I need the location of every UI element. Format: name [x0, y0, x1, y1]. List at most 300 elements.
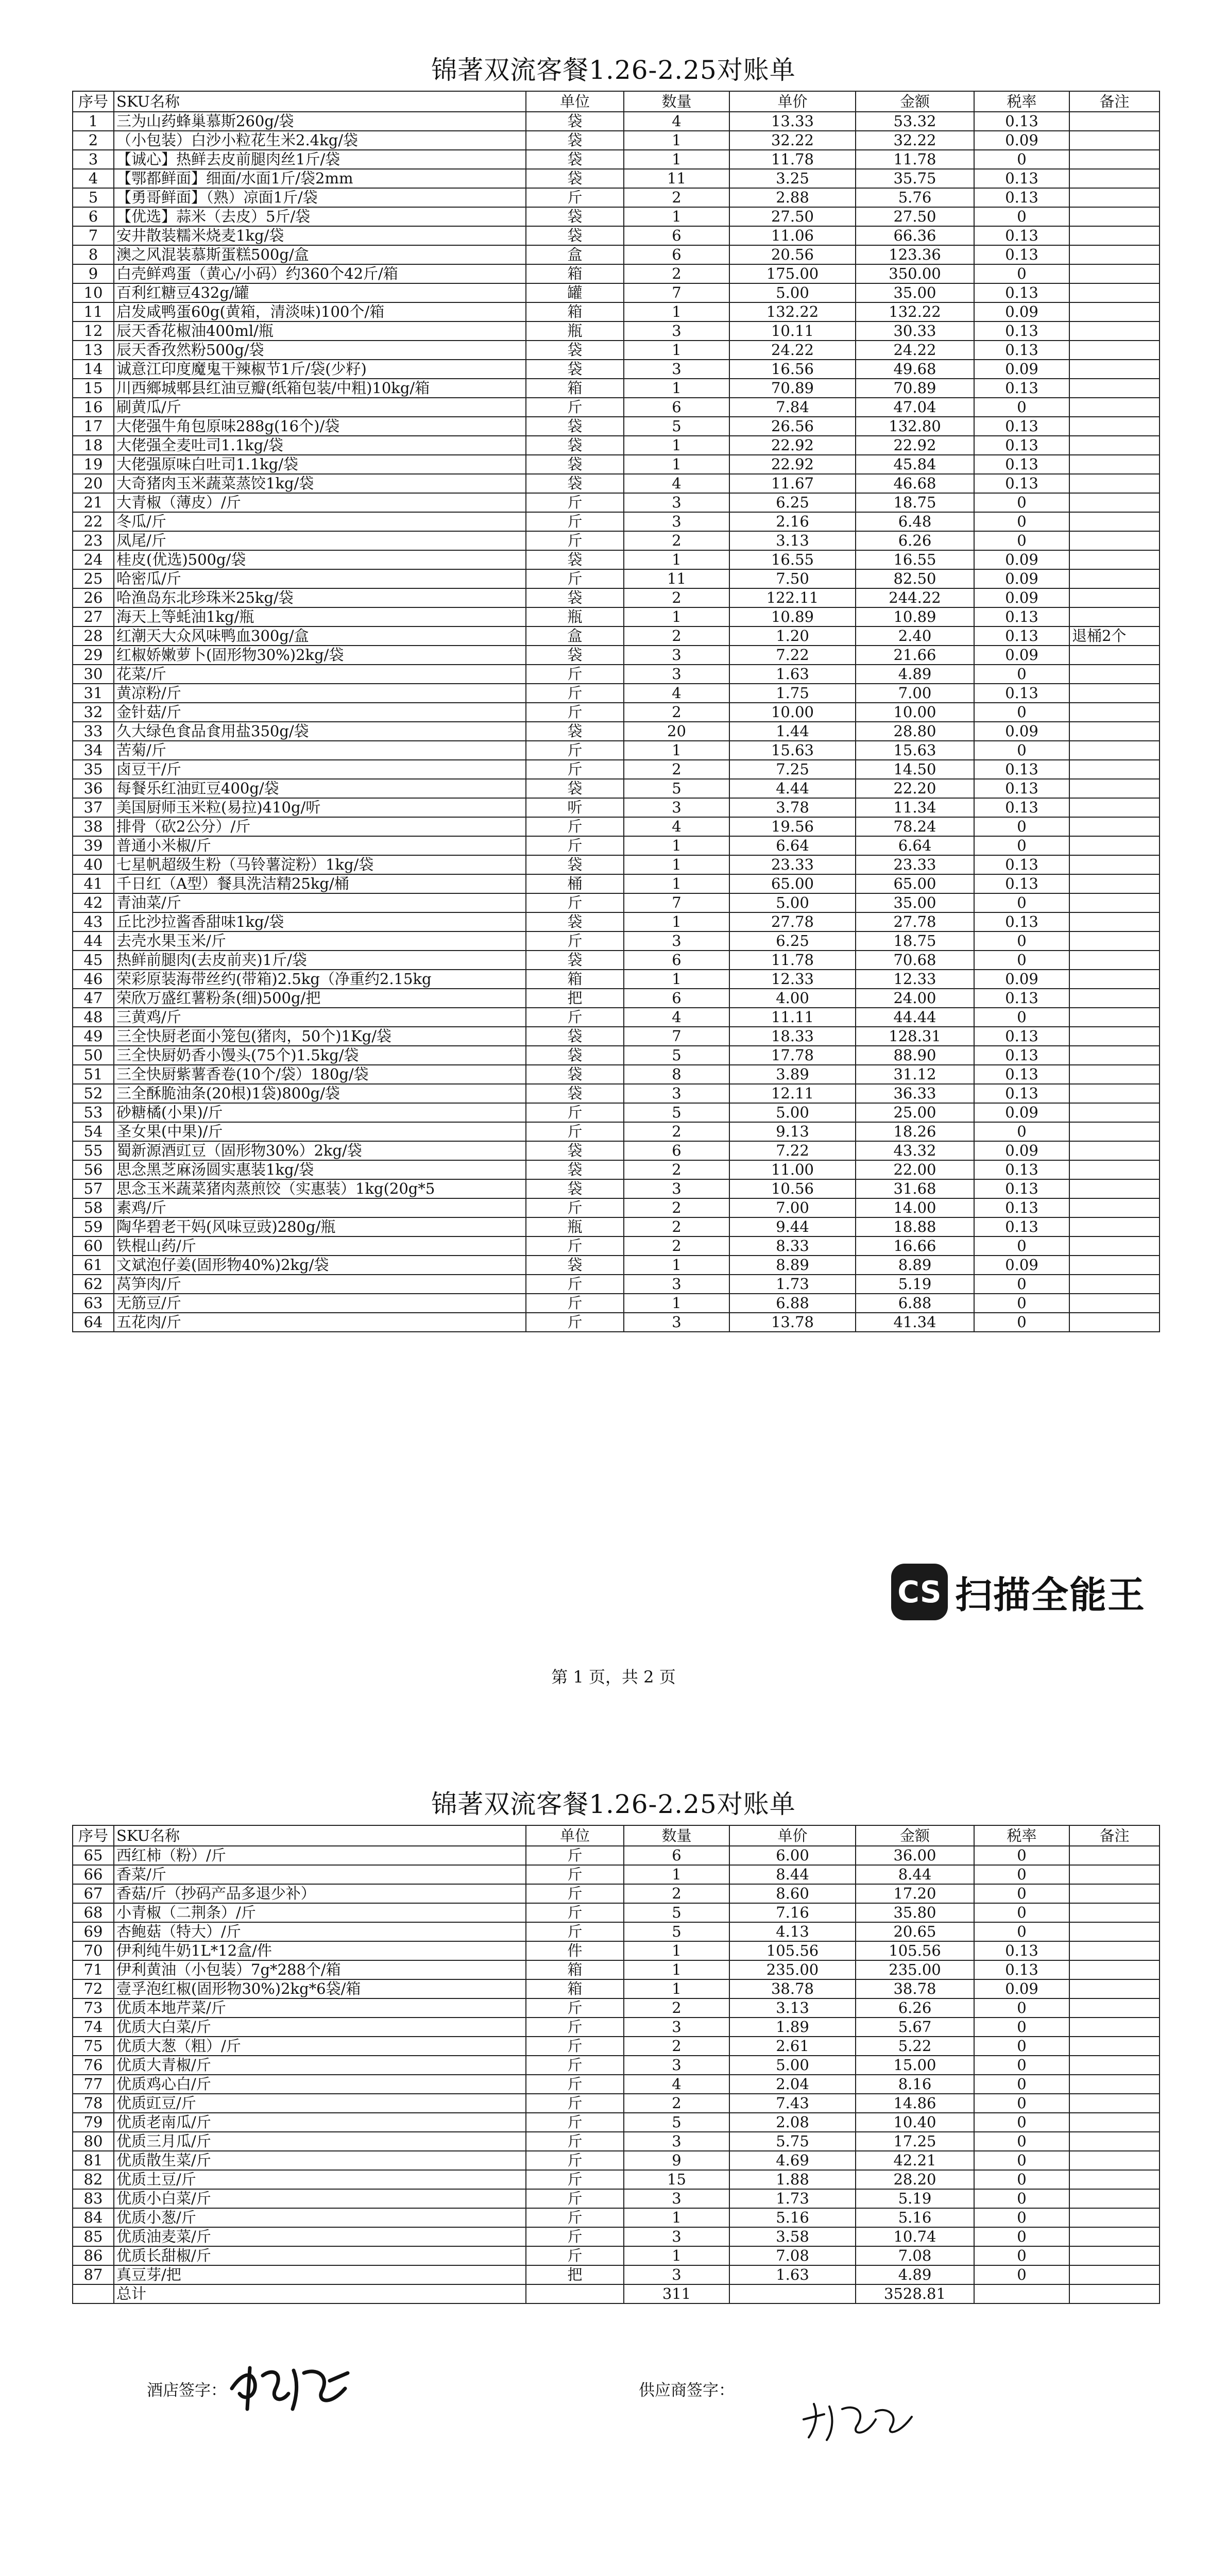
table-row — [73, 2056, 1160, 2075]
table-cell: 11.78 — [729, 150, 856, 169]
table-row — [73, 550, 1160, 569]
table-cell — [1069, 893, 1160, 912]
table-cell: 2.40 — [856, 626, 974, 646]
table-cell — [1069, 569, 1160, 588]
table-cell: 0.13 — [974, 874, 1069, 893]
table-cell: 1 — [624, 741, 729, 760]
table-cell — [1069, 817, 1160, 836]
table-cell: 20 — [624, 722, 729, 741]
table-row — [73, 1256, 1160, 1275]
table-cell: 斤 — [526, 665, 624, 684]
table-cell — [1069, 417, 1160, 436]
table-cell: 素鸡/斤 — [114, 1198, 526, 1217]
table-cell: 2.04 — [729, 2075, 856, 2094]
table-cell: 5 — [624, 779, 729, 798]
table-cell: 盒 — [526, 626, 624, 646]
table-cell: 优质大葱（粗）/斤 — [114, 2037, 526, 2056]
table-cell: 1 — [624, 341, 729, 360]
table-cell: 斤 — [526, 1865, 624, 1884]
table-cell: 斤 — [526, 1275, 624, 1294]
table-cell: 73 — [73, 1998, 114, 2018]
table-header-row — [73, 91, 1160, 112]
table-cell: 袋 — [526, 1256, 624, 1275]
table-cell: 51 — [73, 1065, 114, 1084]
table-row — [73, 1313, 1160, 1332]
table-cell: 43.32 — [856, 1141, 974, 1160]
table-row — [73, 131, 1160, 150]
column-header: 金额 — [856, 91, 974, 112]
table-cell: 袋 — [526, 550, 624, 569]
table-cell: 3.89 — [729, 1065, 856, 1084]
table-cell: 斤 — [526, 1903, 624, 1922]
table-cell: 袋 — [526, 169, 624, 188]
table-cell: 7.00 — [856, 684, 974, 703]
table-cell: 47 — [73, 989, 114, 1008]
table-cell: 11.00 — [729, 1160, 856, 1179]
table-cell: 1.63 — [729, 2265, 856, 2284]
table-cell: 27.50 — [856, 207, 974, 226]
table-cell: 香菇/斤（抄码产品多退少补） — [114, 1884, 526, 1903]
table-cell: 10.40 — [856, 2113, 974, 2132]
table-row — [73, 1884, 1160, 1903]
table-row — [73, 722, 1160, 741]
table-cell: 三全酥脆油条(20根)1袋)800g/袋 — [114, 1084, 526, 1103]
table-cell: 2 — [624, 760, 729, 779]
table-cell — [1069, 703, 1160, 722]
table-cell: 0.13 — [974, 1217, 1069, 1236]
table-cell: 81 — [73, 2151, 114, 2170]
table-cell: 0 — [974, 1903, 1069, 1922]
table-cell: 0 — [974, 207, 1069, 226]
table-row — [73, 417, 1160, 436]
table-row — [73, 150, 1160, 169]
table-cell: 3 — [624, 665, 729, 684]
table-cell: 袋 — [526, 1065, 624, 1084]
table-cell: 132.80 — [856, 417, 974, 436]
table-cell: 1 — [624, 1979, 729, 1998]
table-cell: 大佬强牛角包原味288g(16个)/袋 — [114, 417, 526, 436]
table-cell: 3.25 — [729, 169, 856, 188]
table-cell: 38.78 — [856, 1979, 974, 1998]
table-cell: 优质小葱/斤 — [114, 2208, 526, 2227]
table-cell: 11.34 — [856, 798, 974, 817]
table-cell — [1069, 436, 1160, 455]
table-cell — [1069, 1884, 1160, 1903]
table-cell: 2 — [624, 588, 729, 607]
table-row — [73, 2246, 1160, 2265]
table-cell: 17.25 — [856, 2132, 974, 2151]
table-cell: 10.00 — [729, 703, 856, 722]
table-cell: 9 — [624, 2151, 729, 2170]
table-row — [73, 2132, 1160, 2151]
table-cell: 文斌泡仔姜(固形物40%)2kg/袋 — [114, 1256, 526, 1275]
table-cell: 大佬强全麦吐司1.1kg/袋 — [114, 436, 526, 455]
table-cell: 10.00 — [856, 703, 974, 722]
table-cell: 0 — [974, 893, 1069, 912]
table-row — [73, 779, 1160, 798]
table-cell: 斤 — [526, 703, 624, 722]
table-cell: 1 — [624, 874, 729, 893]
table-cell: 久大绿色食品食用盐350g/袋 — [114, 722, 526, 741]
table-cell: 11.78 — [856, 150, 974, 169]
table-cell: 22.20 — [856, 779, 974, 798]
table-cell: 40 — [73, 855, 114, 874]
table-cell: 14.50 — [856, 760, 974, 779]
table-cell: 11 — [73, 302, 114, 321]
table-cell: 0 — [974, 1846, 1069, 1865]
table-cell: 5.00 — [729, 2056, 856, 2075]
table-cell: 斤 — [526, 493, 624, 512]
column-header: 单位 — [526, 91, 624, 112]
table-cell: 2 — [624, 2037, 729, 2056]
table-cell — [1069, 1103, 1160, 1122]
table-cell: 105.56 — [856, 1941, 974, 1960]
total-cell: 总计 — [114, 2284, 526, 2303]
table-cell — [1069, 2075, 1160, 2094]
table-cell: 26.56 — [729, 417, 856, 436]
table-row — [73, 951, 1160, 970]
table-cell — [1069, 2170, 1160, 2189]
table-cell: 听 — [526, 798, 624, 817]
table-cell: 伊利黄油（小包装）7g*288个/箱 — [114, 1960, 526, 1979]
table-cell: 25.00 — [856, 1103, 974, 1122]
table-cell: 8.89 — [856, 1256, 974, 1275]
table-cell: 0 — [974, 2227, 1069, 2246]
table-cell — [1069, 455, 1160, 474]
table-cell: 0.13 — [974, 1027, 1069, 1046]
supplier-signature — [798, 2388, 917, 2445]
table-cell — [1069, 341, 1160, 360]
table-cell: 斤 — [526, 1008, 624, 1027]
table-cell: 3 — [73, 150, 114, 169]
table-cell: 斤 — [526, 2056, 624, 2075]
table-cell: 9.13 — [729, 1122, 856, 1141]
table-row — [73, 1903, 1160, 1922]
table-cell: 235.00 — [856, 1960, 974, 1979]
column-header: 单价 — [729, 1825, 856, 1846]
table-cell: 76 — [73, 2056, 114, 2075]
table-cell: 39 — [73, 836, 114, 855]
table-cell: 辰天香花椒油400ml/瓶 — [114, 321, 526, 341]
table-cell: 132.22 — [856, 302, 974, 321]
table-cell: 22.00 — [856, 1160, 974, 1179]
table-cell: 【诚心】热鲜去皮前腿肉丝1斤/袋 — [114, 150, 526, 169]
table-cell: 1 — [624, 855, 729, 874]
table-cell: 6 — [624, 1141, 729, 1160]
table-cell — [1069, 1179, 1160, 1198]
table-cell: 24 — [73, 550, 114, 569]
table-cell: 2 — [624, 1198, 729, 1217]
table-cell: 17 — [73, 417, 114, 436]
table-cell: 10.89 — [729, 607, 856, 626]
table-cell: 斤 — [526, 931, 624, 951]
table-cell: 72 — [73, 1979, 114, 1998]
table-cell: 70 — [73, 1941, 114, 1960]
table-cell — [1069, 531, 1160, 550]
table-cell — [1069, 951, 1160, 970]
table-cell: 美国厨师玉米粒(易拉)410g/听 — [114, 798, 526, 817]
table-cell: 12.11 — [729, 1084, 856, 1103]
table-row — [73, 436, 1160, 455]
table-cell: 9 — [73, 264, 114, 283]
table-cell: 4.13 — [729, 1922, 856, 1941]
table-cell: 热鲜前腿肉(去皮前夹)1斤/袋 — [114, 951, 526, 970]
table-cell — [1069, 684, 1160, 703]
table-cell: 哈渔岛东北珍珠米25kg/袋 — [114, 588, 526, 607]
table-cell: 6 — [624, 951, 729, 970]
table-cell: 斤 — [526, 1313, 624, 1332]
table-cell: 0 — [974, 931, 1069, 951]
table-cell: 袋 — [526, 1179, 624, 1198]
table-cell: 53.32 — [856, 112, 974, 131]
table-cell — [1069, 1084, 1160, 1103]
table-cell: 斤 — [526, 1846, 624, 1865]
table-cell: 0.09 — [974, 1979, 1069, 1998]
table-cell: 0 — [974, 2132, 1069, 2151]
table-cell: 16.56 — [729, 360, 856, 379]
table-cell: 0 — [974, 836, 1069, 855]
table-cell: 斤 — [526, 684, 624, 703]
table-cell — [1069, 2037, 1160, 2056]
table-cell: 6.64 — [856, 836, 974, 855]
table-cell — [1069, 1846, 1160, 1865]
table-cell: 56 — [73, 1160, 114, 1179]
table-cell: 50 — [73, 1046, 114, 1065]
table-row — [73, 360, 1160, 379]
table-cell: 0.13 — [974, 283, 1069, 302]
total-row — [73, 2284, 1160, 2303]
table-row — [73, 760, 1160, 779]
table-cell: 11 — [624, 169, 729, 188]
table-cell: 54 — [73, 1122, 114, 1141]
table-cell: 袋 — [526, 588, 624, 607]
table-cell: 15.63 — [856, 741, 974, 760]
table-cell: 斤 — [526, 1922, 624, 1941]
table-cell: 18.33 — [729, 1027, 856, 1046]
table-cell: 瓶 — [526, 321, 624, 341]
column-header: SKU名称 — [114, 1825, 526, 1846]
table-cell — [1069, 2265, 1160, 2284]
table-row — [73, 741, 1160, 760]
table-cell: 袋 — [526, 226, 624, 245]
table-cell: 2.88 — [729, 188, 856, 207]
table-cell: 8.44 — [856, 1865, 974, 1884]
table-cell: 红椒娇嫩萝卜(固形物30%)2kg/袋 — [114, 646, 526, 665]
table-cell: 11.67 — [729, 474, 856, 493]
table-row — [73, 1960, 1160, 1979]
table-cell: 安井散装糯米烧麦1kg/袋 — [114, 226, 526, 245]
table-cell: 1 — [624, 436, 729, 455]
table-cell: 84 — [73, 2208, 114, 2227]
table-cell: 3 — [624, 1084, 729, 1103]
table-cell: 大青椒（薄皮）/斤 — [114, 493, 526, 512]
table-cell — [1069, 588, 1160, 607]
table-cell: 袋 — [526, 1027, 624, 1046]
table-cell: 澳之风混装慕斯蛋糕500g/盒 — [114, 245, 526, 264]
table-cell: 0 — [974, 2208, 1069, 2227]
table-cell: 把 — [526, 2265, 624, 2284]
table-cell: 10.56 — [729, 1179, 856, 1198]
table-cell: 箱 — [526, 970, 624, 989]
table-cell: 斤 — [526, 398, 624, 417]
table-cell: 27.50 — [729, 207, 856, 226]
table-cell: 41 — [73, 874, 114, 893]
table-cell: 1.88 — [729, 2170, 856, 2189]
table-cell: 1.73 — [729, 2189, 856, 2208]
table-cell: 64 — [73, 1313, 114, 1332]
table-cell: 优质三月瓜/斤 — [114, 2132, 526, 2151]
table-cell: 0 — [974, 1122, 1069, 1141]
table-cell: 0.13 — [974, 474, 1069, 493]
table-cell: 斤 — [526, 836, 624, 855]
table-cell: 0.13 — [974, 1046, 1069, 1065]
table-cell: 哈密瓜/斤 — [114, 569, 526, 588]
table-cell: 6 — [624, 1846, 729, 1865]
table-cell: （小包装）白沙小粒花生米2.4kg/袋 — [114, 131, 526, 150]
table-row — [73, 531, 1160, 550]
table-row — [73, 2094, 1160, 2113]
table-cell: 冬瓜/斤 — [114, 512, 526, 531]
table-cell: 2 — [624, 2094, 729, 2113]
table-cell: 3 — [624, 321, 729, 341]
table-cell: 67 — [73, 1884, 114, 1903]
table-cell: 1 — [73, 112, 114, 131]
table-cell: 川西鄉城郫县红油豆瓣(纸箱包装/中粗)10kg/箱 — [114, 379, 526, 398]
table-row — [73, 989, 1160, 1008]
table-cell — [1069, 1313, 1160, 1332]
table-cell: 7 — [624, 893, 729, 912]
table-cell: 3 — [624, 2018, 729, 2037]
table-cell: 6.25 — [729, 493, 856, 512]
table-cell: 10.11 — [729, 321, 856, 341]
table-cell: 斤 — [526, 1236, 624, 1256]
table-cell: 0 — [974, 150, 1069, 169]
table-cell: 2 — [624, 1998, 729, 2018]
table-cell — [1069, 283, 1160, 302]
table-cell — [1069, 1275, 1160, 1294]
table-cell — [1069, 855, 1160, 874]
table-cell — [1069, 2227, 1160, 2246]
table-cell: 袋 — [526, 951, 624, 970]
table-cell: 桶 — [526, 874, 624, 893]
table-cell: 7.22 — [729, 646, 856, 665]
table-cell: 0.13 — [974, 455, 1069, 474]
table-cell: 1 — [624, 970, 729, 989]
table-cell: 袋 — [526, 1160, 624, 1179]
table-cell — [1069, 2151, 1160, 2170]
table-cell: 5.16 — [856, 2208, 974, 2227]
table-cell: 斤 — [526, 188, 624, 207]
table-cell: 66.36 — [856, 226, 974, 245]
table-row — [73, 2151, 1160, 2170]
table-cell: 7 — [624, 283, 729, 302]
table-cell: 斤 — [526, 760, 624, 779]
table-cell: 袋 — [526, 779, 624, 798]
table-cell: 砂糖橘(小果)/斤 — [114, 1103, 526, 1122]
table-cell: 5 — [624, 1046, 729, 1065]
table-cell: 真豆芽/把 — [114, 2265, 526, 2284]
table-row — [73, 341, 1160, 360]
table-cell: 36 — [73, 779, 114, 798]
table-row — [73, 245, 1160, 264]
table-cell: 29 — [73, 646, 114, 665]
table-cell: 0.09 — [974, 569, 1069, 588]
table-cell — [1069, 112, 1160, 131]
table-cell: 箱 — [526, 302, 624, 321]
table-cell: 52 — [73, 1084, 114, 1103]
total-cell: 3528.81 — [856, 2284, 974, 2303]
table-cell: 0 — [974, 741, 1069, 760]
table-cell: 1 — [624, 302, 729, 321]
table-cell: 5 — [624, 417, 729, 436]
table-cell: 49 — [73, 1027, 114, 1046]
column-header: 金额 — [856, 1825, 974, 1846]
table-cell: 海天上等蚝油1kg/瓶 — [114, 607, 526, 626]
table-cell: 0.13 — [974, 912, 1069, 931]
table-cell: 凤尾/斤 — [114, 531, 526, 550]
table-cell: 优质豇豆/斤 — [114, 2094, 526, 2113]
table-cell: 35 — [73, 760, 114, 779]
table-cell: 1 — [624, 1256, 729, 1275]
table-cell: 44.44 — [856, 1008, 974, 1027]
table-cell: 11.11 — [729, 1008, 856, 1027]
table-cell: 优质老南瓜/斤 — [114, 2113, 526, 2132]
table-cell: 4.89 — [856, 2265, 974, 2284]
table-cell — [1069, 1046, 1160, 1065]
table-cell: 14 — [73, 360, 114, 379]
table-cell: 斤 — [526, 2094, 624, 2113]
table-row — [73, 1979, 1160, 1998]
table-cell: 斤 — [526, 2037, 624, 2056]
table-cell: 优质散生菜/斤 — [114, 2151, 526, 2170]
table-cell — [1069, 741, 1160, 760]
table-cell: 0.13 — [974, 1065, 1069, 1084]
table-cell: 优质大白菜/斤 — [114, 2018, 526, 2037]
table-cell: 诚意江印度魔鬼干辣椒节1斤/袋(少籽) — [114, 360, 526, 379]
table-cell: 思念玉米蔬菜猪肉蒸煎饺（实惠装）1kg(20g*5 — [114, 1179, 526, 1198]
table-cell — [1069, 1922, 1160, 1941]
table-cell: 15.63 — [729, 741, 856, 760]
camscanner-watermark — [891, 1558, 1146, 1625]
table-row — [73, 1122, 1160, 1141]
table-row — [73, 512, 1160, 531]
table-cell: 14.86 — [856, 2094, 974, 2113]
table-cell: 0.13 — [974, 379, 1069, 398]
table-cell: 78.24 — [856, 817, 974, 836]
table-cell: 箱 — [526, 1960, 624, 1979]
table-cell: 把 — [526, 989, 624, 1008]
table-cell: 7.84 — [729, 398, 856, 417]
table-cell: 13.78 — [729, 1313, 856, 1332]
table-cell: 伊利纯牛奶1L*12盒/件 — [114, 1941, 526, 1960]
table-cell — [1069, 379, 1160, 398]
table-cell: 0 — [974, 1236, 1069, 1256]
table-cell: 105.56 — [729, 1941, 856, 1960]
table-cell: 1.44 — [729, 722, 856, 741]
table-cell: 80 — [73, 2132, 114, 2151]
supplier-sign-label: 供应商签字： — [639, 2381, 735, 2400]
table-row — [73, 2208, 1160, 2227]
table-cell: 74 — [73, 2018, 114, 2037]
table-cell — [1069, 2208, 1160, 2227]
table-cell: 2 — [624, 1122, 729, 1141]
table-cell: 退桶2个 — [1069, 626, 1160, 646]
table-cell: 16.55 — [729, 550, 856, 569]
ledger-table-page-1 — [72, 91, 1160, 1332]
table-cell: 55 — [73, 1141, 114, 1160]
table-cell: 2.61 — [729, 2037, 856, 2056]
table-cell: 21 — [73, 493, 114, 512]
